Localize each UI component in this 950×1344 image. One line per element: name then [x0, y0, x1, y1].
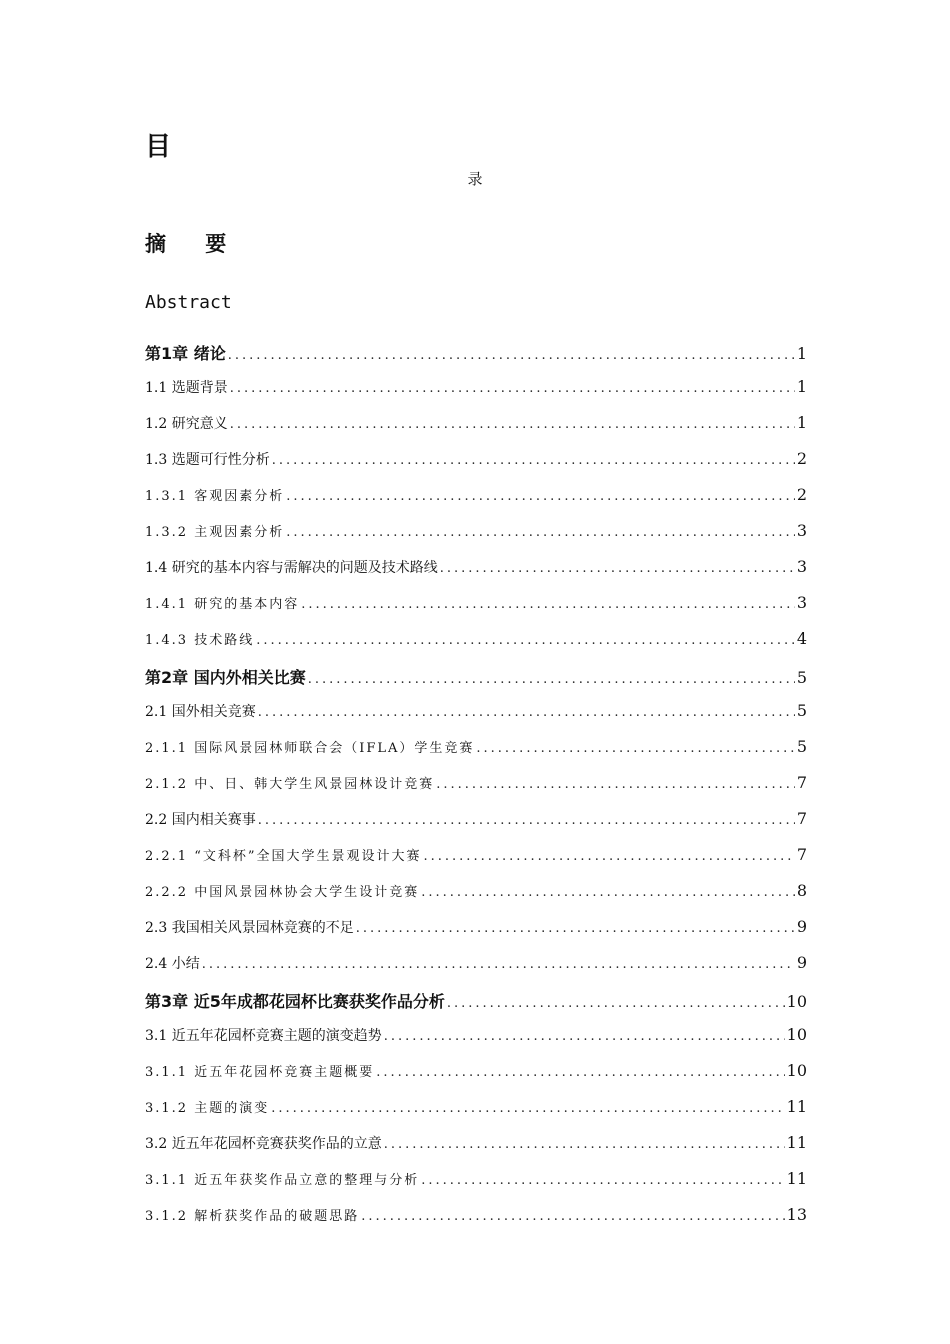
toc-entry[interactable]	[145, 737, 807, 773]
toc-dot-leader	[228, 348, 795, 363]
toc-entry-page-number: 5	[796, 701, 807, 720]
toc-entry-label: 2.2.2 中国风景园林协会大学生设计竞赛	[145, 885, 420, 900]
toc-entry-page-number: 3	[796, 521, 807, 540]
zhaiyao-heading[interactable]: 摘 要	[145, 232, 243, 256]
toc-entry-page-number: 3	[796, 557, 807, 576]
toc-entry[interactable]	[145, 593, 807, 629]
toc-entry[interactable]	[145, 377, 807, 413]
toc-dot-leader	[440, 561, 795, 576]
toc-entry-label: 1.4 研究的基本内容与需解决的问题及技术路线	[145, 560, 438, 576]
toc-entry-label: 1.2 研究意义	[145, 416, 228, 432]
toc-dot-leader	[202, 957, 795, 972]
toc-dot-leader	[301, 597, 795, 612]
toc-entry-page-number: 7	[796, 773, 807, 792]
toc-dot-leader	[476, 741, 794, 756]
toc-dot-leader	[286, 489, 795, 504]
toc-dot-leader	[272, 453, 795, 468]
toc-list	[145, 341, 807, 1241]
toc-dot-leader	[256, 633, 795, 648]
toc-entry-page-number: 11	[786, 1097, 807, 1116]
toc-dot-leader	[424, 849, 795, 864]
toc-entry-page-number: 1	[796, 377, 807, 396]
toc-dot-leader	[376, 1065, 784, 1080]
toc-entry-page-number: 11	[786, 1133, 807, 1152]
toc-entry[interactable]	[145, 413, 807, 449]
toc-entry-label: 2.1.1 国际风景园林师联合会（IFLA）学生竞赛	[145, 741, 475, 756]
toc-dot-leader	[230, 417, 795, 432]
toc-dot-leader	[286, 525, 795, 540]
toc-entry[interactable]	[145, 557, 807, 593]
toc-entry-page-number: 5	[796, 668, 807, 687]
toc-entry-page-number: 10	[786, 1025, 807, 1044]
toc-dot-leader	[436, 777, 795, 792]
toc-entry[interactable]	[145, 1205, 807, 1241]
toc-entry-label: 1.3.1 客观因素分析	[145, 489, 285, 504]
toc-entry-label: 2.1.2 中、日、韩大学生风景园林设计竞赛	[145, 777, 435, 792]
toc-entry-label: 2.2 国内相关赛事	[145, 812, 256, 828]
toc-entry-page-number: 13	[786, 1205, 807, 1224]
toc-entry-page-number: 11	[786, 1169, 807, 1188]
toc-entry-label: 1.3 选题可行性分析	[145, 452, 270, 468]
toc-dot-leader	[271, 1101, 784, 1116]
toc-entry-label: 1.4.1 研究的基本内容	[145, 597, 300, 612]
toc-entry-page-number: 7	[796, 809, 807, 828]
toc-entry-label: 2.4 小结	[145, 956, 200, 972]
toc-entry-page-number: 5	[796, 737, 807, 756]
toc-entry[interactable]	[145, 701, 807, 737]
toc-dot-leader	[421, 885, 795, 900]
toc-entry[interactable]	[145, 449, 807, 485]
toc-dot-leader	[384, 1029, 785, 1044]
toc-entry[interactable]	[145, 1061, 807, 1097]
toc-entry-page-number: 1	[796, 344, 807, 363]
toc-entry[interactable]	[145, 485, 807, 521]
toc-dot-leader	[230, 381, 795, 396]
toc-entry[interactable]	[145, 1025, 807, 1061]
toc-entry[interactable]	[145, 953, 807, 989]
toc-entry-page-number: 9	[796, 917, 807, 936]
toc-entry-label: 第3章 近5年成都花园杯比赛获奖作品分析	[145, 992, 445, 1011]
abstract-heading[interactable]: Abstract	[145, 292, 232, 313]
toc-entry[interactable]	[145, 1133, 807, 1169]
toc-entry[interactable]	[145, 845, 807, 881]
toc-dot-leader	[361, 1209, 784, 1224]
toc-dot-leader	[258, 705, 795, 720]
toc-entry[interactable]	[145, 989, 807, 1025]
toc-entry-label: 1.3.2 主观因素分析	[145, 525, 285, 540]
toc-entry-page-number: 9	[796, 953, 807, 972]
toc-entry-page-number: 4	[796, 629, 807, 648]
toc-entry[interactable]	[145, 665, 807, 701]
toc-entry-page-number: 2	[796, 485, 807, 504]
toc-entry-label: 3.1.1 近五年花园杯竞赛主题概要	[145, 1065, 375, 1080]
toc-entry-label: 3.1.1 近五年获奖作品立意的整理与分析	[145, 1173, 420, 1188]
toc-entry-page-number: 8	[796, 881, 807, 900]
toc-title-first-char: 目	[145, 132, 172, 162]
toc-dot-leader	[384, 1137, 785, 1152]
toc-entry[interactable]	[145, 1169, 807, 1205]
toc-entry-page-number: 10	[786, 992, 807, 1011]
toc-entry-label: 1.1 选题背景	[145, 380, 228, 396]
toc-entry-label: 第2章 国内外相关比赛	[145, 668, 306, 687]
toc-entry[interactable]	[145, 521, 807, 557]
toc-title-second-char: 录	[467, 170, 483, 188]
toc-entry-label: 1.4.3 技术路线	[145, 633, 255, 648]
toc-entry[interactable]	[145, 1097, 807, 1133]
toc-entry[interactable]	[145, 809, 807, 845]
toc-entry-label: 3.1 近五年花园杯竞赛主题的演变趋势	[145, 1028, 382, 1044]
toc-dot-leader	[447, 996, 785, 1011]
toc-entry-label: 3.2 近五年花园杯竞赛获奖作品的立意	[145, 1136, 382, 1152]
toc-entry-label: 2.3 我国相关风景园林竞赛的不足	[145, 920, 354, 936]
toc-entry[interactable]	[145, 629, 807, 665]
toc-dot-leader	[421, 1173, 784, 1188]
toc-entry-page-number: 10	[786, 1061, 807, 1080]
toc-entry[interactable]	[145, 881, 807, 917]
toc-entry-page-number: 2	[796, 449, 807, 468]
toc-entry[interactable]	[145, 341, 807, 377]
toc-entry-page-number: 7	[796, 845, 807, 864]
toc-entry-label: 3.1.2 解析获奖作品的破题思路	[145, 1209, 360, 1224]
toc-entry-label: 第1章 绪论	[145, 344, 226, 363]
toc-dot-leader	[258, 813, 795, 828]
toc-entry-label: 2.1 国外相关竞赛	[145, 704, 256, 720]
toc-entry-page-number: 3	[796, 593, 807, 612]
toc-entry-page-number: 1	[796, 413, 807, 432]
toc-dot-leader	[308, 672, 795, 687]
toc-entry-label: 2.2.1 “文科杯”全国大学生景观设计大赛	[145, 849, 422, 864]
toc-entry[interactable]	[145, 773, 807, 809]
toc-entry-label: 3.1.2 主题的演变	[145, 1101, 270, 1116]
toc-dot-leader	[356, 921, 795, 936]
toc-entry[interactable]	[145, 917, 807, 953]
